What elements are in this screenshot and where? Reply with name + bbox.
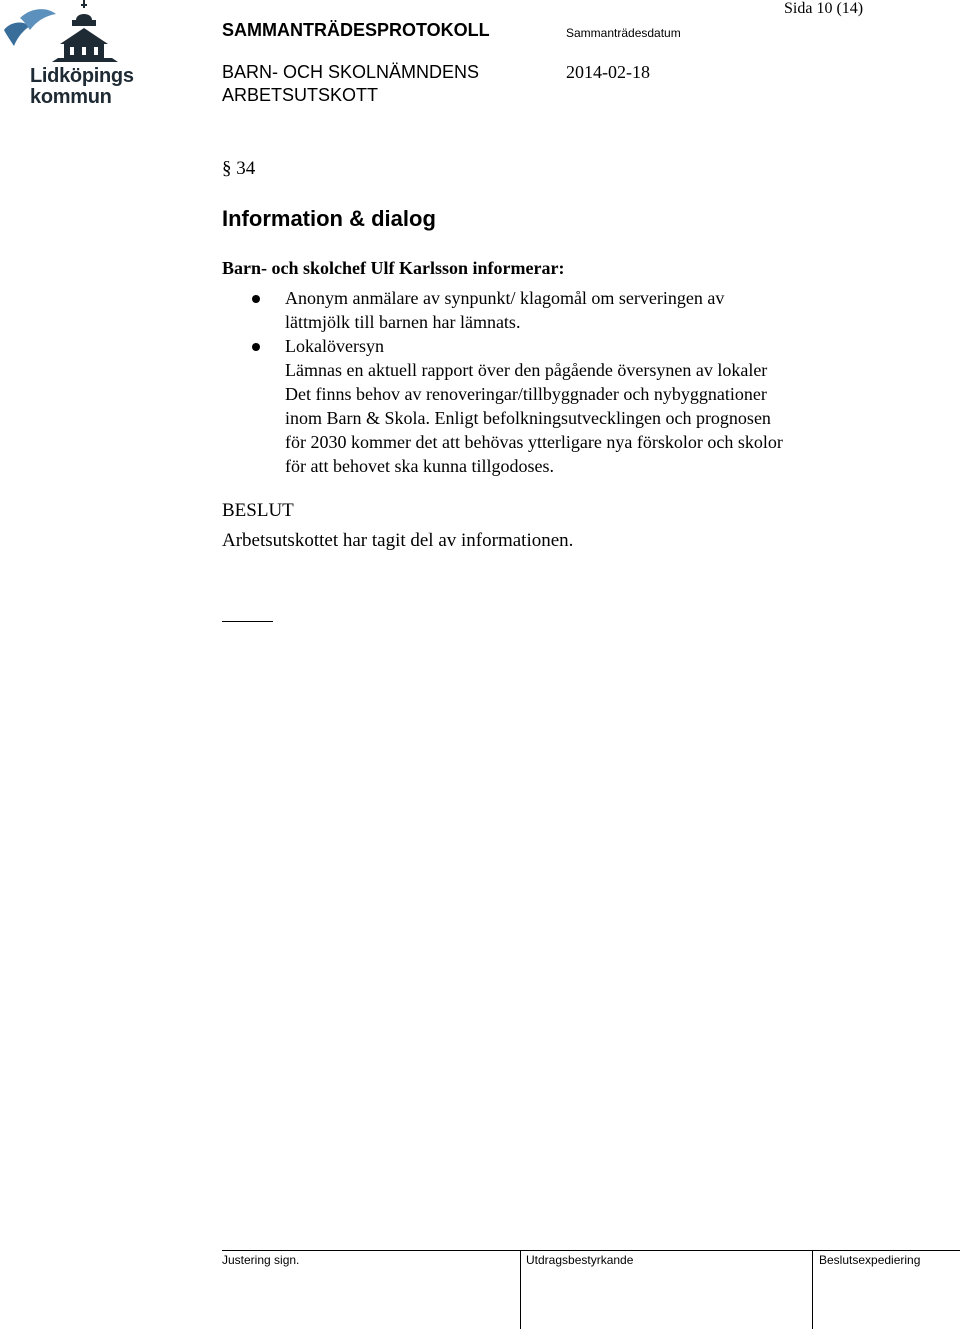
list-item (248, 334, 888, 478)
footer-column-divider (812, 1250, 813, 1329)
list-item-line: Lämnas en aktuell rapport över den pågående översynen av lokaler (285, 360, 768, 380)
list-item-line: inom Barn & Skola. Enligt befolkningsutvecklingen och prognosen (285, 408, 771, 428)
paragraph-number: § 34 (222, 158, 256, 179)
logo-text-line2: kommun (30, 86, 112, 108)
page-number: Sida 10 (14) (784, 0, 864, 17)
logo-text-line1: Lidköpings (30, 65, 134, 87)
list-item-line: Lokalöversyn (285, 336, 384, 356)
list-item-line: för 2030 kommer det att behövas ytterligare nya förskolor och skolor (285, 432, 783, 452)
logo-wordmark (30, 65, 134, 108)
committee-name-line1: BARN- OCH SKOLNÄMNDENS (222, 62, 480, 82)
municipality-logo (0, 0, 134, 112)
footer-divider (222, 1250, 960, 1251)
list-item-line: lättmjölk till barnen har lämnats. (285, 312, 521, 332)
meeting-date: 2014-02-18 (566, 62, 650, 82)
section-heading: Information & dialog (222, 206, 436, 231)
footer-column-divider (520, 1250, 521, 1329)
list-item (248, 286, 888, 334)
footer-justering: Justering sign. (222, 1253, 300, 1267)
bullet-icon (252, 295, 260, 303)
footer-utdragsbestyrkande: Utdragsbestyrkande (526, 1253, 634, 1267)
church-emblem-icon (0, 0, 125, 70)
informant-line: Barn- och skolchef Ulf Karlsson informerar: (222, 258, 565, 278)
end-divider (222, 621, 273, 622)
document-type: SAMMANTRÄDESPROTOKOLL (222, 20, 490, 40)
committee-name-line2: ARBETSUTSKOTT (222, 85, 379, 105)
date-label: Sammanträdesdatum (566, 26, 681, 40)
footer-signature-table (222, 1250, 960, 1329)
list-item-line: Anonym anmälare av synpunkt/ klagomål om serveringen av (285, 288, 725, 308)
bullet-icon (252, 343, 260, 351)
decision-label: BESLUT (222, 500, 294, 521)
decision-text: Arbetsutskottet har tagit del av informationen. (222, 530, 574, 551)
bullet-list (248, 286, 888, 478)
list-item-line: Det finns behov av renoveringar/tillbyggnader och nybyggnationer (285, 384, 767, 404)
list-item-line: för att behovet ska kunna tillgodoses. (285, 456, 554, 476)
footer-beslutsexpediering: Beslutsexpediering (819, 1253, 921, 1267)
